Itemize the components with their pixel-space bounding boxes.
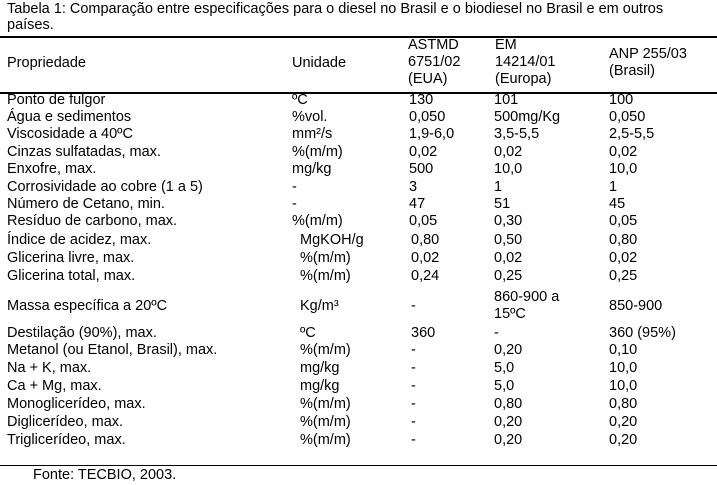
cell-astmd: 0,24 bbox=[411, 268, 440, 284]
cell-propriedade: Enxofre, max. bbox=[7, 161, 97, 177]
header-anp-line2: (Brasil) bbox=[609, 63, 655, 79]
cell-anp: 10,0 bbox=[609, 378, 638, 394]
cell-astmd: 0,050 bbox=[409, 109, 446, 125]
cell-unidade: %(m/m) bbox=[300, 396, 351, 412]
cell-em: 0,02 bbox=[494, 144, 523, 160]
cell-unidade: %(m/m) bbox=[300, 342, 351, 358]
cell-anp: 0,20 bbox=[609, 432, 638, 448]
cell-astmd: 47 bbox=[409, 196, 426, 212]
cell-em: 101 bbox=[494, 92, 519, 108]
cell-anp: 0,05 bbox=[609, 213, 638, 229]
cell-em: 5,0 bbox=[494, 378, 515, 394]
cell-unidade: ºC bbox=[300, 325, 316, 341]
cell-em: 0,30 bbox=[494, 213, 523, 229]
cell-propriedade: Número de Cetano, min. bbox=[7, 196, 165, 212]
cell-unidade: Kg/m³ bbox=[300, 298, 339, 314]
cell-em: 5,0 bbox=[494, 360, 515, 376]
cell-em-line2: 15ºC bbox=[494, 306, 526, 322]
table-source: Fonte: TECBIO, 2003. bbox=[33, 467, 177, 483]
cell-anp: 0,02 bbox=[609, 144, 638, 160]
cell-em: 0,80 bbox=[494, 396, 523, 412]
cell-unidade: %(m/m) bbox=[300, 268, 351, 284]
cell-propriedade: Corrosividade ao cobre (1 a 5) bbox=[7, 179, 203, 195]
cell-propriedade: Índice de acidez, max. bbox=[7, 232, 152, 248]
cell-unidade: mg/kg bbox=[300, 378, 340, 394]
cell-astmd: - bbox=[411, 396, 416, 412]
header-em-line2: 14214/01 bbox=[495, 54, 556, 70]
cell-em: 0,20 bbox=[494, 432, 523, 448]
cell-astmd: - bbox=[411, 432, 416, 448]
cell-anp: 0,10 bbox=[609, 342, 638, 358]
header-em-line1: EM bbox=[495, 37, 517, 53]
cell-em: 0,50 bbox=[494, 232, 523, 248]
cell-anp: 45 bbox=[609, 196, 626, 212]
cell-anp: 0,80 bbox=[609, 232, 638, 248]
cell-em: 10,0 bbox=[494, 161, 523, 177]
cell-anp: 360 (95%) bbox=[609, 325, 676, 341]
cell-astmd: 0,05 bbox=[409, 213, 438, 229]
cell-anp: 2,5-5,5 bbox=[609, 126, 655, 142]
header-astmd-line3: (EUA) bbox=[408, 71, 448, 87]
cell-propriedade: Monoglicerídeo, max. bbox=[7, 396, 146, 412]
cell-anp: 1 bbox=[609, 179, 618, 195]
cell-propriedade: Cinzas sulfatadas, max. bbox=[7, 144, 161, 160]
cell-astmd: 1,9-6,0 bbox=[409, 126, 455, 142]
cell-propriedade: Destilação (90%), max. bbox=[7, 325, 157, 341]
cell-unidade: %(m/m) bbox=[292, 144, 343, 160]
cell-astmd: 0,02 bbox=[411, 250, 440, 266]
header-astmd-line1: ASTMD bbox=[408, 37, 459, 53]
table-top-rule bbox=[0, 36, 717, 38]
cell-anp: 100 bbox=[609, 92, 634, 108]
cell-astmd: - bbox=[411, 298, 416, 314]
cell-propriedade: Massa específica a 20ºC bbox=[7, 298, 168, 314]
cell-em: 500mg/Kg bbox=[494, 109, 561, 125]
cell-unidade: mg/kg bbox=[292, 161, 332, 177]
header-astmd-line2: 6751/02 bbox=[408, 54, 461, 70]
cell-propriedade: Glicerina total, max. bbox=[7, 268, 136, 284]
cell-astmd: 0,80 bbox=[411, 232, 440, 248]
cell-em: 3,5-5,5 bbox=[494, 126, 540, 142]
cell-unidade: %(m/m) bbox=[292, 213, 343, 229]
table-bottom-rule bbox=[0, 465, 717, 466]
cell-astmd: 360 bbox=[411, 325, 436, 341]
cell-propriedade: Resíduo de carbono, max. bbox=[7, 213, 178, 229]
cell-propriedade: Ponto de fulgor bbox=[7, 92, 106, 108]
header-propriedade: Propriedade bbox=[7, 55, 86, 71]
header-em-line3: (Europa) bbox=[495, 71, 552, 87]
cell-propriedade: Metanol (ou Etanol, Brasil), max. bbox=[7, 342, 218, 358]
cell-em: 0,02 bbox=[494, 250, 523, 266]
header-unidade: Unidade bbox=[292, 55, 347, 71]
cell-astmd: 3 bbox=[409, 179, 418, 195]
cell-unidade: ºC bbox=[292, 92, 308, 108]
cell-unidade: %vol. bbox=[292, 109, 328, 125]
cell-em: 1 bbox=[494, 179, 503, 195]
cell-em: - bbox=[494, 325, 499, 341]
cell-anp: 10,0 bbox=[609, 360, 638, 376]
cell-em: 0,20 bbox=[494, 342, 523, 358]
cell-propriedade: Glicerina livre, max. bbox=[7, 250, 135, 266]
cell-anp: 10,0 bbox=[609, 161, 638, 177]
cell-anp: 0,02 bbox=[609, 250, 638, 266]
cell-astmd: - bbox=[411, 414, 416, 430]
cell-unidade: %(m/m) bbox=[300, 414, 351, 430]
cell-unidade: - bbox=[292, 179, 297, 195]
cell-anp: 0,80 bbox=[609, 396, 638, 412]
cell-propriedade: Triglicerídeo, max. bbox=[7, 432, 126, 448]
header-anp-line1: ANP 255/03 bbox=[609, 46, 687, 62]
cell-astmd: 0,02 bbox=[409, 144, 438, 160]
cell-anp: 0,25 bbox=[609, 268, 638, 284]
cell-anp: 850-900 bbox=[609, 298, 663, 314]
cell-unidade: mm²/s bbox=[292, 126, 333, 142]
cell-astmd: - bbox=[411, 378, 416, 394]
cell-em: 860-900 a bbox=[494, 289, 560, 305]
cell-propriedade: Na + K, max. bbox=[7, 360, 92, 376]
cell-em: 0,25 bbox=[494, 268, 523, 284]
cell-propriedade: Diglicerídeo, max. bbox=[7, 414, 124, 430]
cell-unidade: %(m/m) bbox=[300, 432, 351, 448]
cell-astmd: 130 bbox=[409, 92, 434, 108]
cell-unidade: - bbox=[292, 196, 297, 212]
cell-propriedade: Água e sedimentos bbox=[7, 109, 132, 125]
cell-anp: 0,050 bbox=[609, 109, 646, 125]
cell-unidade: MgKOH/g bbox=[300, 232, 364, 248]
cell-anp: 0,20 bbox=[609, 414, 638, 430]
cell-em: 0,20 bbox=[494, 414, 523, 430]
cell-astmd: - bbox=[411, 342, 416, 358]
cell-propriedade: Viscosidade a 40ºC bbox=[7, 126, 133, 142]
cell-astmd: - bbox=[411, 360, 416, 376]
cell-unidade: mg/kg bbox=[300, 360, 340, 376]
cell-em: 51 bbox=[494, 196, 511, 212]
table-caption: Tabela 1: Comparação entre especificações para o diesel no Brasil e o biodiesel no Brasil e em outros países. bbox=[7, 1, 664, 33]
cell-astmd: 500 bbox=[409, 161, 434, 177]
cell-unidade: %(m/m) bbox=[300, 250, 351, 266]
cell-propriedade: Ca + Mg, max. bbox=[7, 378, 102, 394]
